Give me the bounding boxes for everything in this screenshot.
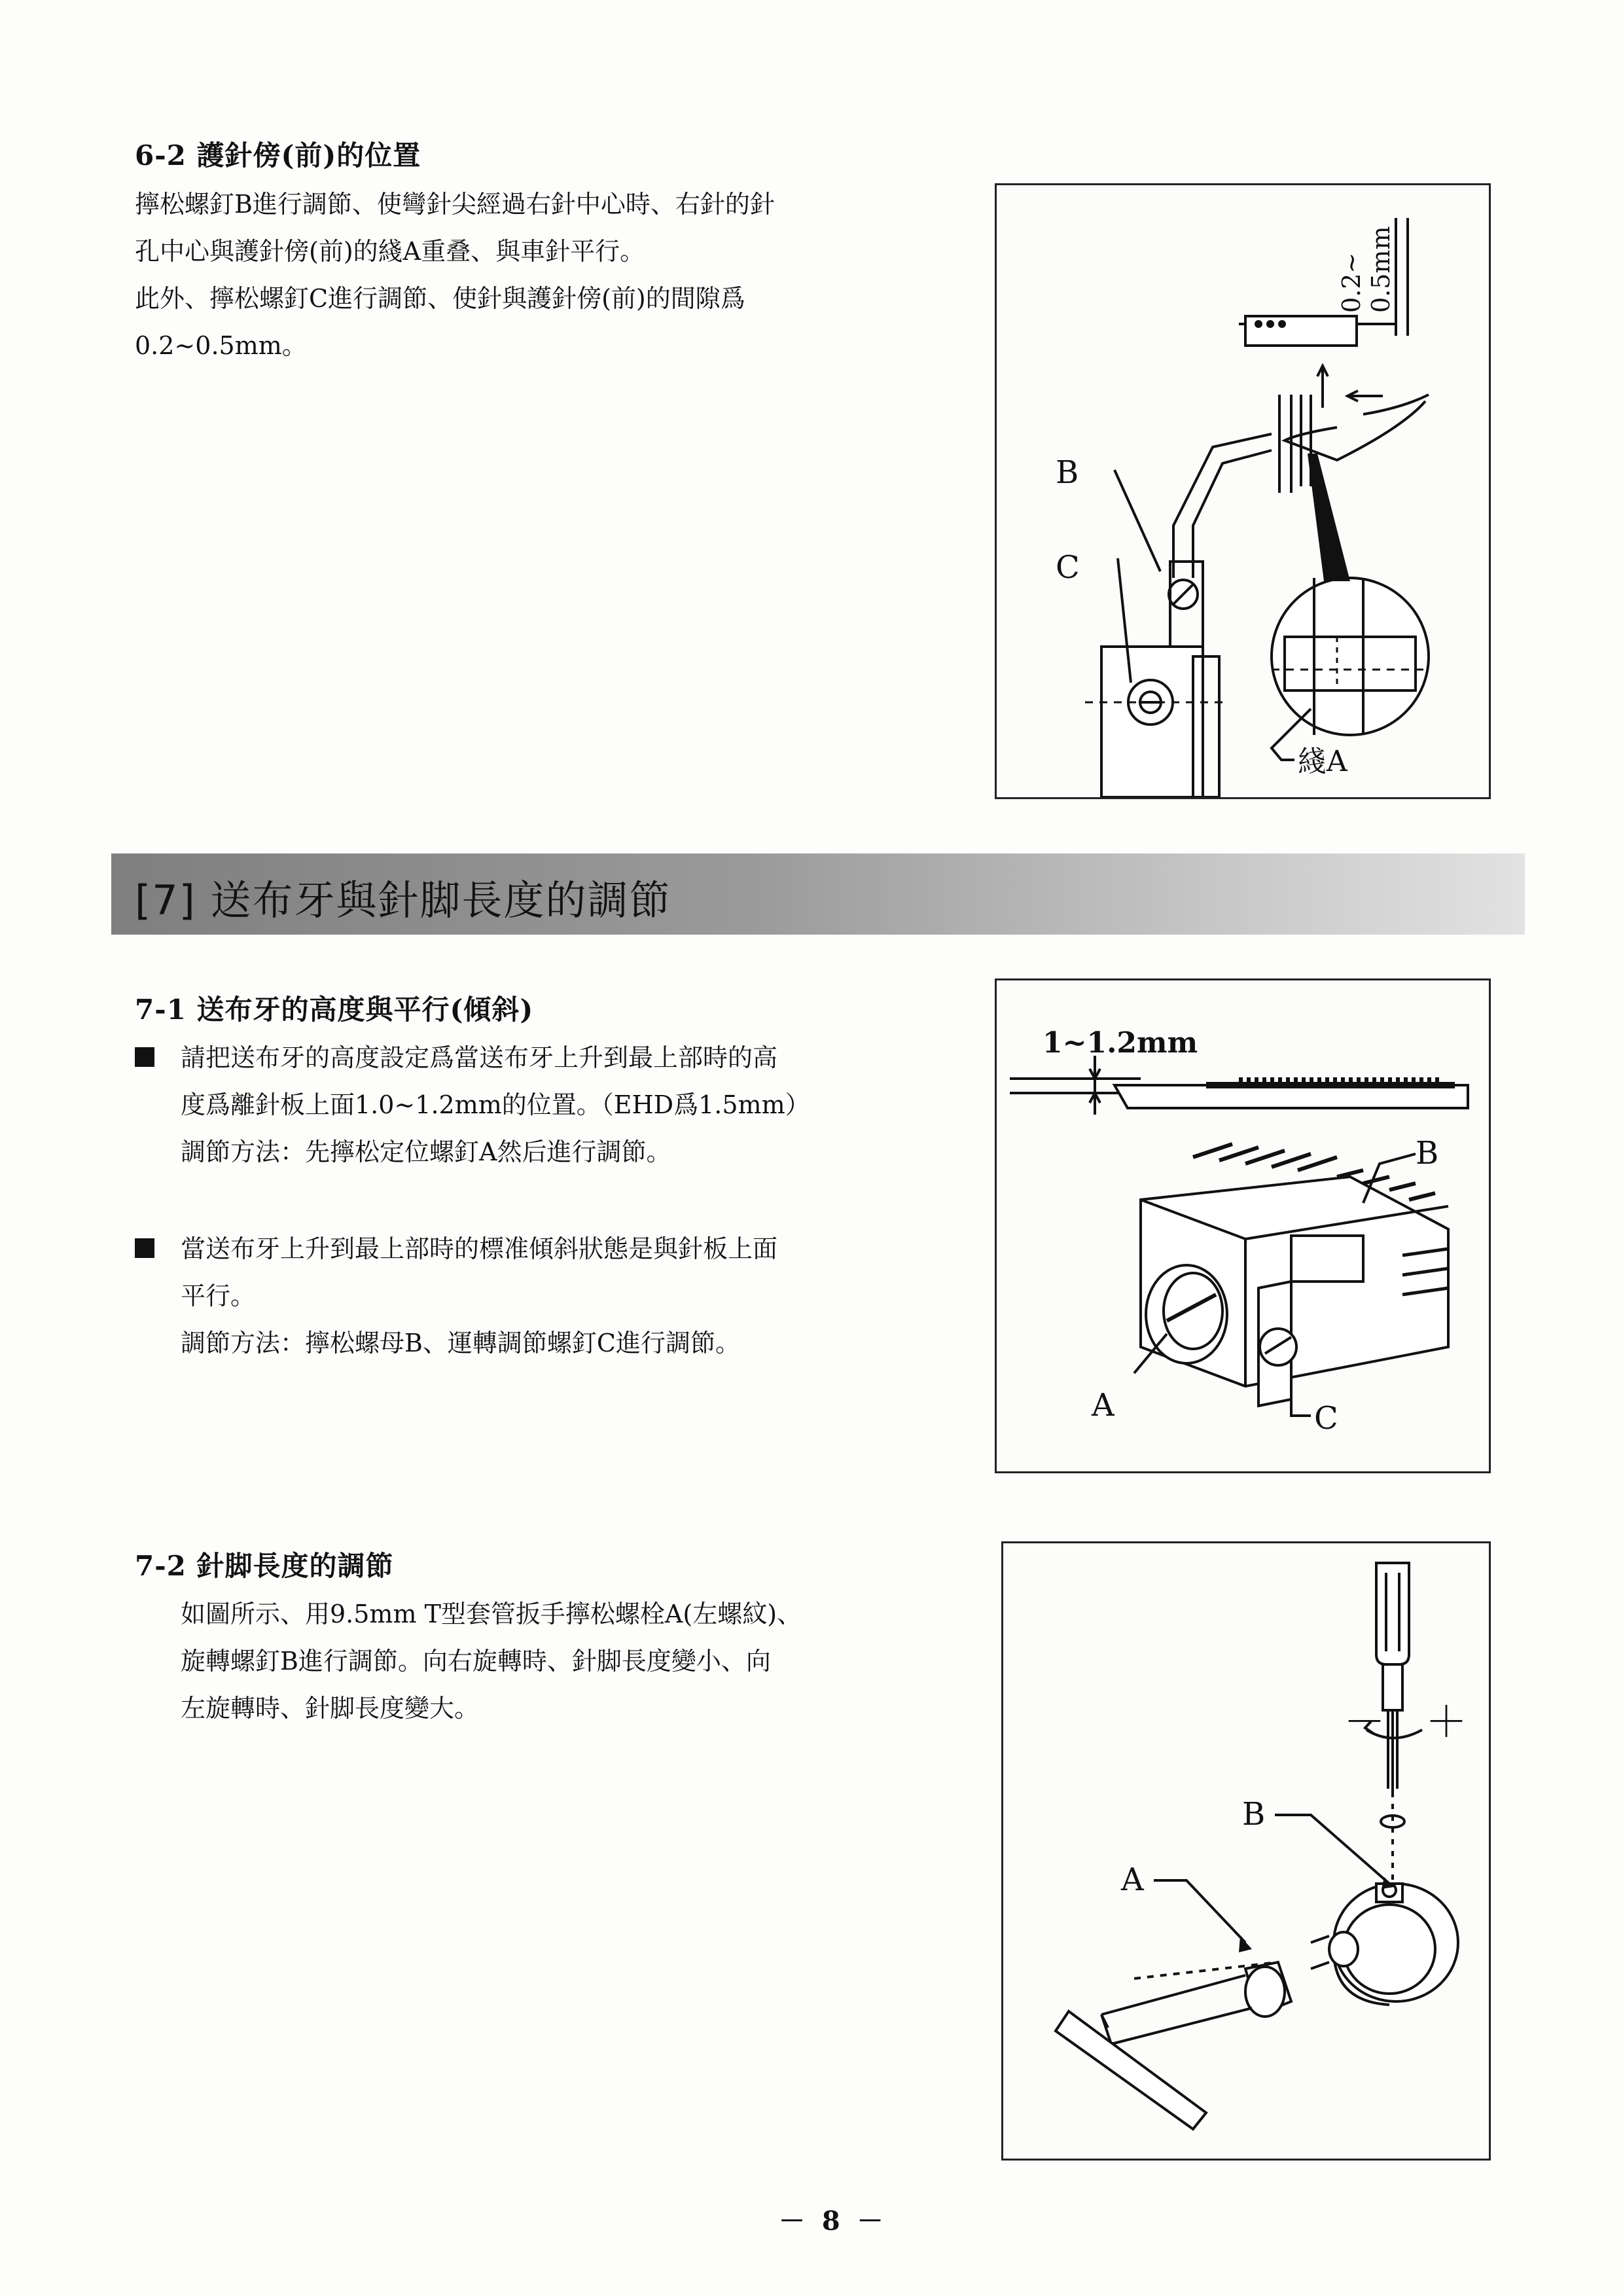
needle-guard-diagram (997, 185, 1489, 797)
figure-needle-guard (995, 183, 1491, 799)
text-line: 度爲離針板上面1.0~1.2mm的位置。（EHD爲1.5mm） (181, 1090, 810, 1119)
text-line: 左旋轉時、針脚長度變大。 (181, 1694, 480, 1723)
plus-sign: ＋ (1425, 1698, 1467, 1747)
section-7-banner (111, 853, 1525, 935)
label-c: C (1056, 549, 1080, 586)
label-b: B (1242, 1796, 1266, 1833)
text-line: 調節方法：擰松螺母B、運轉調節螺釘C進行調節。 (181, 1329, 741, 1357)
label-c: C (1314, 1400, 1338, 1437)
stitch-length-diagram (1003, 1543, 1489, 2159)
heading-6-2: 6-2 護針傍(前)的位置 (135, 139, 421, 171)
text-line: 旋轉螺釘B進行調節。向右旋轉時、針脚長度變小、向 (181, 1647, 771, 1676)
text-line: 0.2~0.5mm。 (135, 331, 307, 360)
gap-label-top: 0.2~ (1337, 252, 1366, 313)
minus-sign: － (1344, 1698, 1385, 1747)
section-7-title: [7] 送布牙與針脚長度的調節 (135, 876, 671, 924)
text-line: 如圖所示、用9.5mm T型套管扳手擰松螺栓A(左螺紋)、 (181, 1600, 802, 1628)
label-a: A (1092, 1387, 1115, 1424)
figure-stitch-length (1001, 1541, 1491, 2161)
figure-feed-dog (995, 978, 1491, 1473)
text-line: 擰松螺釘B進行調節、使彎針尖經過右針中心時、右針的針 (135, 190, 775, 219)
feed-dog-diagram (997, 980, 1489, 1471)
text-line: 請把送布牙的高度設定爲當送布牙上升到最上部時的高 (181, 1043, 778, 1072)
text-7-1-bullet-2 (113, 1225, 963, 1367)
dimension-label: 1~1.2mm (1043, 1026, 1198, 1060)
text-7-1-bullet-1 (113, 1034, 963, 1175)
heading-7-1: 7-1 送布牙的高度與平行(傾斜) (135, 994, 534, 1026)
text-line: 孔中心與護針傍(前)的綫A重叠、與車針平行。 (135, 237, 645, 266)
label-line-a: 綫A (1298, 745, 1347, 778)
text-line: 調節方法：先擰松定位螺釘A然后進行調節。 (181, 1138, 671, 1166)
gap-label-bottom: 0.5mm (1366, 226, 1395, 313)
label-b: B (1416, 1135, 1439, 1172)
page-number: － 8 － (779, 2206, 887, 2236)
label-a: A (1121, 1861, 1144, 1898)
text-line: 此外、擰松螺釘C進行調節、使針與護針傍(前)的間隙爲 (135, 284, 745, 313)
heading-7-2: 7-2 針脚長度的調節 (135, 1550, 394, 1582)
text-line: 當送布牙上升到最上部時的標准傾斜狀態是與針板上面 (181, 1234, 778, 1263)
label-b: B (1056, 454, 1079, 491)
text-6-2 (135, 181, 946, 369)
text-line: 平行。 (181, 1282, 256, 1310)
text-7-2 (135, 1590, 986, 1732)
